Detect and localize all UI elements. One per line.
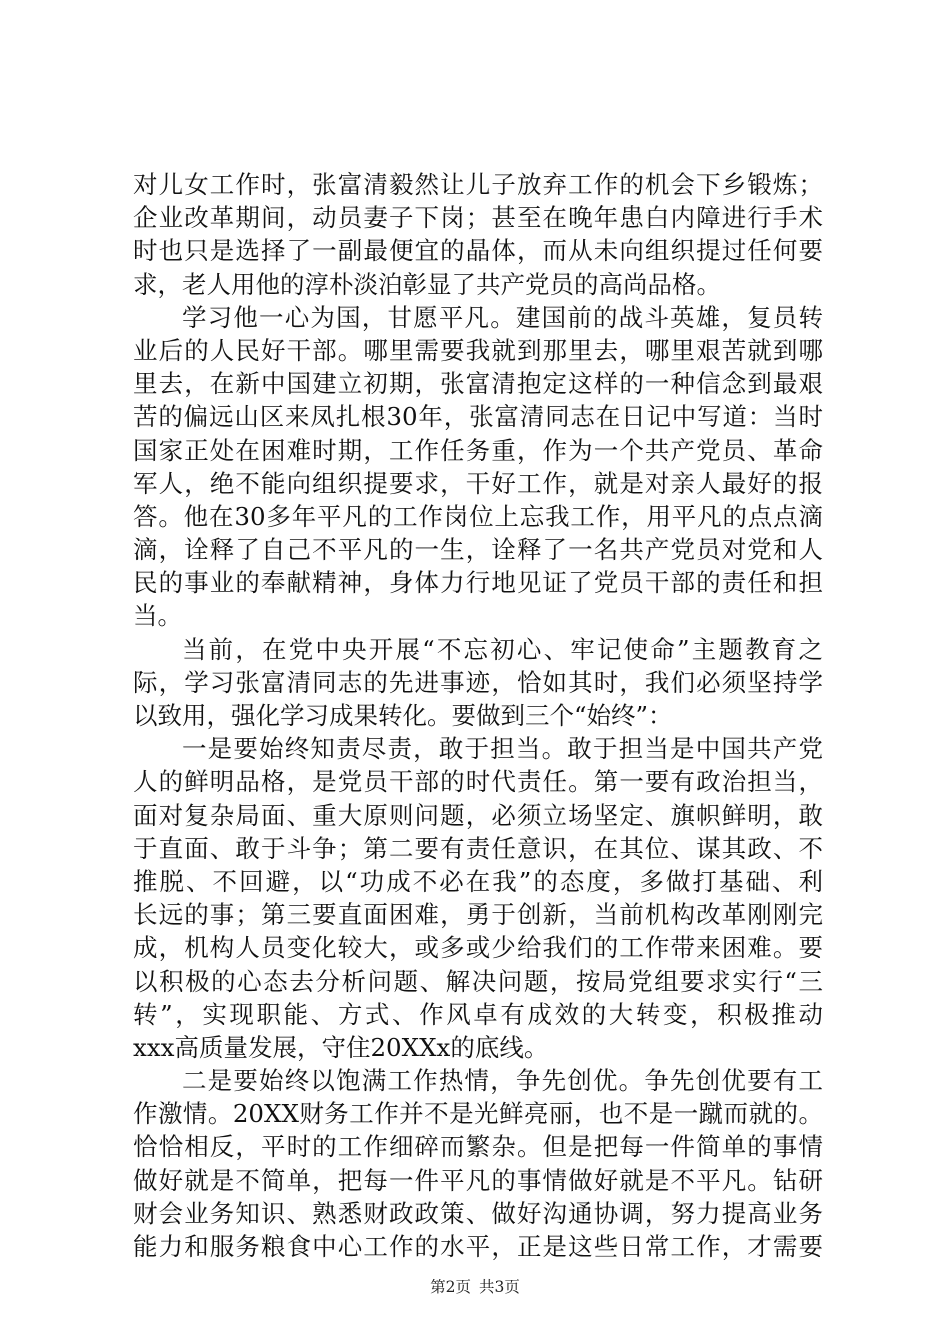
text-line: 民的事业的奉献精神，身体力行地见证了党员干部的责任和担: [133, 568, 823, 598]
text-line: 企业改革期间，动员妻子下岗；甚至在晚年患白内障进行手术: [133, 203, 823, 233]
text-line: 学习他一心为国，甘愿平凡。建国前的战斗英雄，复员转: [182, 302, 823, 332]
text-line: 对儿女工作时，张富清毅然让儿子放弃工作的机会下乡锻炼；: [133, 170, 823, 199]
text-line: 于直面、敢于斗争；第二要有责任意识，在其位、谋其政、不: [133, 833, 823, 863]
text-line: 能力和服务粮食中心工作的水平，正是这些日常工作，才需要: [133, 1232, 823, 1261]
text-line: 做好就是不简单，把每一件平凡的事情做好就是不平凡。钻研: [133, 1165, 823, 1195]
text-line: 答。他在30多年平凡的工作岗位上忘我工作，用平凡的点点滴: [133, 501, 823, 531]
text-line: 当前，在党中央开展“不忘初心、牢记使命”主题教育之: [182, 634, 823, 664]
text-line: 作激情。20XX财务工作并不是光鲜亮丽，也不是一蹴而就的。: [133, 1099, 823, 1129]
text-line: 以致用，强化学习成果转化。要做到三个“始终”：: [133, 701, 673, 730]
text-line: 二是要始终以饱满工作热情，争先创优。争先创优要有工: [182, 1066, 823, 1096]
text-line: 国家正处在困难时期，工作任务重，作为一个共产党员、革命: [133, 435, 823, 465]
text-line: 一是要始终知责尽责，敢于担当。敢于担当是中国共产党: [182, 734, 823, 764]
document-body: [133, 168, 823, 1263]
text-line: 推脱、不回避，以“功成不必在我”的态度，多做打基础、利: [133, 866, 823, 896]
page-number-total: 共3页: [479, 1278, 520, 1296]
text-line: 军人，绝不能向组织提要求，干好工作，就是对亲人最好的报: [133, 468, 823, 498]
page-footer: [0, 1275, 950, 1297]
text-line: 当。: [133, 601, 182, 631]
text-line: 长远的事；第三要直面困难，勇于创新，当前机构改革刚刚完: [133, 900, 823, 930]
text-line: 成，机构人员变化较大，或多或少给我们的工作带来困难。要: [133, 933, 823, 963]
text-line: 苦的偏远山区来凤扎根30年，张富清同志在日记中写道：当时: [133, 402, 823, 432]
text-line: 里去，在新中国建立初期，张富清抱定这样的一种信念到最艰: [133, 369, 823, 399]
text-line: 际，学习张富清同志的先进事迹，恰如其时，我们必须坚持学: [133, 667, 823, 697]
text-line: 财会业务知识、熟悉财政政策、做好沟通协调，努力提高业务: [133, 1198, 823, 1228]
text-line: 业后的人民好干部。哪里需要我就到那里去，哪里艰苦就到哪: [133, 335, 823, 365]
text-line: 求，老人用他的淳朴淡泊彰显了共产党员的高尚品格。: [133, 269, 721, 299]
text-line: 以积极的心态去分析问题、解决问题，按局党组要求实行“三: [133, 966, 823, 996]
text-line: xxx高质量发展，守住20XXx的底线。: [133, 1032, 549, 1062]
text-line: 面对复杂局面、重大原则问题，必须立场坚定、旗帜鲜明，敢: [133, 800, 823, 830]
text-line: 人的鲜明品格，是党员干部的时代责任。第一要有政治担当，: [133, 767, 823, 797]
text-line: 转”，实现职能、方式、作风卓有成效的大转变，积极推动: [133, 999, 823, 1029]
text-line: 时也只是选择了一副最便宜的晶体，而从未向组织提过任何要: [133, 236, 823, 266]
text-line: 滴，诠释了自己不平凡的一生，诠释了一名共产党员对党和人: [133, 535, 823, 565]
text-line: 恰恰相反，平时的工作细碎而繁杂。但是把每一件简单的事情: [133, 1132, 823, 1162]
page-number-current: 第2页: [430, 1278, 471, 1296]
